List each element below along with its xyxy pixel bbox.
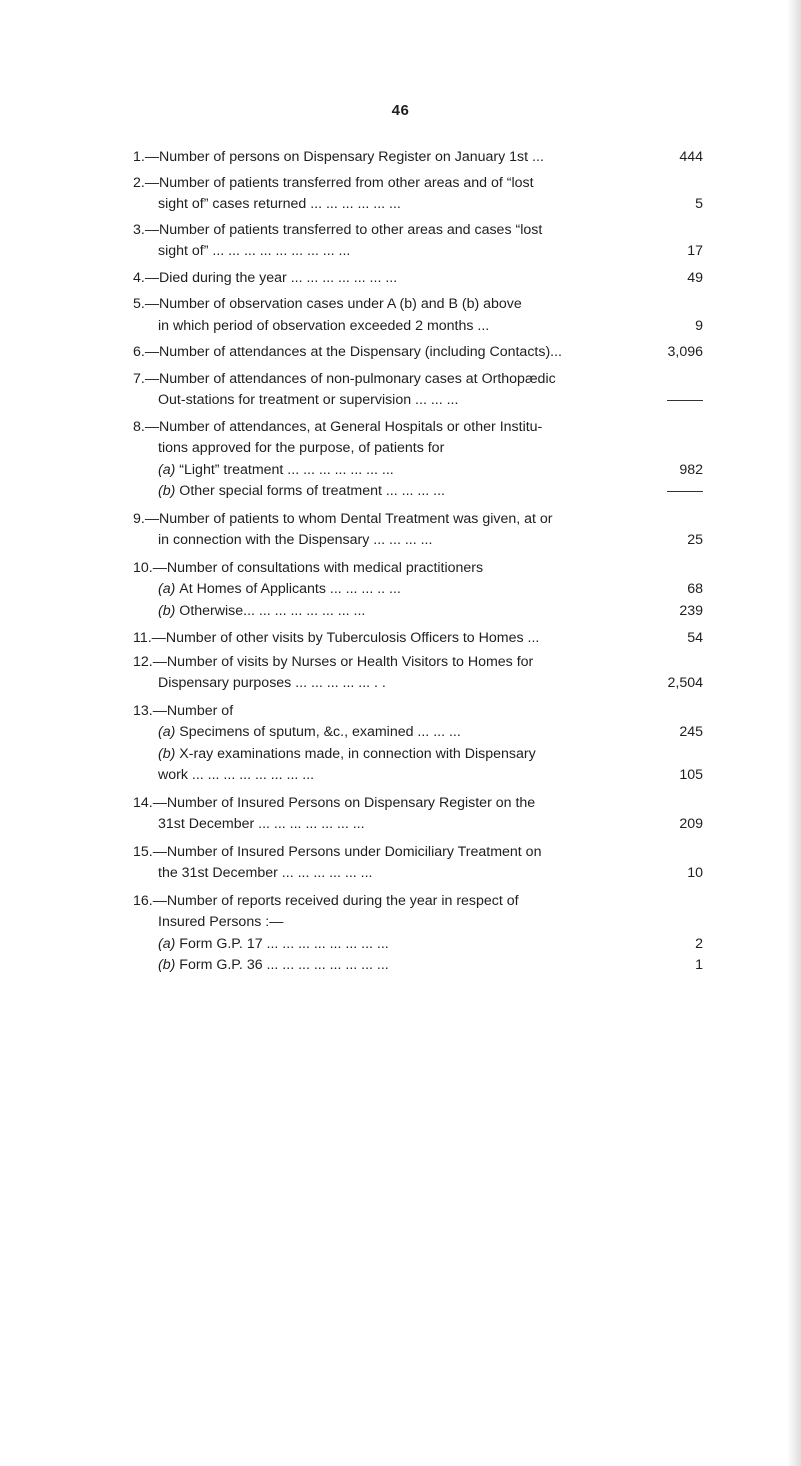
statistic-item bbox=[133, 601, 713, 623]
statistic-label: (a) Specimens of sputum, &c., examined ... ... ... bbox=[158, 724, 461, 740]
statistic-item bbox=[133, 722, 713, 744]
statistic-label: 15.—Number of Insured Persons under Domiciliary Treatment on bbox=[133, 843, 542, 860]
statistic-item bbox=[133, 628, 713, 650]
statistic-value: 10 bbox=[687, 865, 703, 881]
statistic-line bbox=[133, 722, 713, 744]
statistic-item bbox=[133, 173, 713, 216]
statistic-line bbox=[133, 220, 713, 242]
statistic-item bbox=[133, 793, 713, 836]
statistic-label: 7.—Number of attendances of non-pulmonary cases at Orthopædic bbox=[133, 370, 556, 387]
statistic-item bbox=[133, 509, 713, 552]
statistic-line bbox=[133, 342, 713, 364]
statistic-value: 54 bbox=[687, 630, 703, 646]
statistic-line bbox=[133, 744, 713, 766]
statistic-value: 209 bbox=[679, 816, 703, 832]
statistic-line bbox=[133, 934, 713, 956]
statistic-item bbox=[133, 558, 713, 580]
page-edge-shadow bbox=[787, 0, 801, 1466]
statistic-line bbox=[133, 628, 713, 650]
statistic-label: in which period of observation exceeded 2 months ... bbox=[158, 317, 490, 334]
statistic-line bbox=[133, 558, 713, 580]
statistic-line bbox=[133, 147, 713, 169]
statistic-line bbox=[133, 417, 713, 439]
statistic-item bbox=[133, 294, 713, 337]
statistic-item bbox=[133, 891, 713, 934]
statistic-value: 1 bbox=[695, 957, 703, 973]
statistic-label: (b) Form G.P. 36 ... ... ... ... ... ... ... ... bbox=[158, 957, 389, 973]
statistic-line bbox=[133, 268, 713, 290]
statistic-line bbox=[133, 460, 713, 482]
sub-item-marker: (a) bbox=[158, 581, 180, 597]
statistic-label: 4.—Died during the year ... ... ... ... ... ... ... bbox=[133, 269, 398, 286]
statistic-label: tions approved for the purpose, of patients for bbox=[158, 440, 445, 456]
statistic-line bbox=[133, 579, 713, 601]
statistic-label: 1.—Number of persons on Dispensary Register on January 1st ... bbox=[133, 149, 544, 165]
statistic-line bbox=[133, 481, 713, 503]
sub-item-marker: (a) bbox=[158, 724, 180, 740]
statistic-label: 13.—Number of bbox=[133, 702, 234, 719]
statistic-label: 5.—Number of observation cases under A (b) and B (b) above bbox=[133, 296, 522, 312]
page-number: 46 bbox=[391, 102, 410, 119]
statistic-value: 9 bbox=[695, 317, 703, 334]
statistic-label: sight of” ... ... ... ... ... ... ... ... ... bbox=[158, 243, 351, 259]
statistic-item bbox=[133, 481, 713, 503]
statistic-label: (b) Other special forms of treatment ... ... ... ... bbox=[158, 483, 445, 499]
statistic-label: (b) X-ray examinations made, in connection with Dispensary bbox=[158, 745, 536, 762]
statistic-item bbox=[133, 342, 713, 364]
statistic-line bbox=[133, 793, 713, 815]
statistic-label: in connection with the Dispensary ... ... ... ... bbox=[158, 532, 433, 548]
statistic-label: (a) “Light” treatment ... ... ... ... ... ... ... bbox=[158, 461, 394, 478]
statistic-value: 49 bbox=[687, 269, 703, 286]
statistic-label: 12.—Number of visits by Nurses or Health Visitors to Homes for bbox=[133, 653, 534, 670]
statistic-value: 105 bbox=[679, 767, 703, 783]
statistic-value: 5 bbox=[695, 196, 703, 212]
statistic-value: 2 bbox=[695, 935, 703, 952]
statistic-value: 17 bbox=[687, 243, 703, 259]
statistic-line bbox=[133, 173, 713, 195]
statistic-line bbox=[133, 390, 713, 412]
statistic-line bbox=[133, 891, 713, 913]
statistic-value bbox=[653, 481, 703, 503]
statistic-item bbox=[133, 369, 713, 412]
statistic-label: 3.—Number of patients transferred to other areas and cases “lost bbox=[133, 221, 543, 238]
statistic-value: 68 bbox=[687, 581, 703, 597]
statistic-line bbox=[133, 652, 713, 674]
statistic-item bbox=[133, 701, 713, 723]
statistic-label: 16.—Number of reports received during the year in respect of bbox=[133, 892, 519, 909]
statistic-item bbox=[133, 220, 713, 263]
statistic-item bbox=[133, 579, 713, 601]
sub-item-marker: (b) bbox=[158, 483, 180, 499]
statistic-line bbox=[133, 673, 713, 695]
sub-item-marker: (a) bbox=[158, 935, 180, 952]
statistic-item bbox=[133, 147, 713, 169]
dispensary-statistics-list bbox=[133, 147, 713, 977]
nil-dash bbox=[667, 400, 703, 401]
statistic-label: Dispensary purposes ... ... ... ... ... . . bbox=[158, 675, 386, 691]
statistic-line bbox=[133, 438, 713, 460]
statistic-item bbox=[133, 268, 713, 290]
sub-item-marker: (b) bbox=[158, 957, 180, 973]
statistic-line bbox=[133, 530, 713, 552]
statistic-label: Insured Persons :— bbox=[158, 914, 284, 930]
statistic-value: 2,504 bbox=[667, 675, 703, 691]
statistic-label: sight of” cases returned ... ... ... ... ... ... bbox=[158, 196, 401, 212]
statistic-line bbox=[133, 955, 713, 977]
statistic-label: 8.—Number of attendances, at General Hospitals or other Institu- bbox=[133, 418, 543, 435]
statistic-label: 14.—Number of Insured Persons on Dispensary Register on the bbox=[133, 794, 536, 811]
statistic-label: the 31st December ... ... ... ... ... ... bbox=[158, 865, 373, 881]
statistic-label: 9.—Number of patients to whom Dental Treatment was given, at or bbox=[133, 510, 553, 527]
statistic-value: 444 bbox=[679, 149, 703, 165]
statistic-line bbox=[133, 912, 713, 934]
statistic-label: work ... ... ... ... ... ... ... ... bbox=[158, 767, 315, 783]
statistic-line bbox=[133, 241, 713, 263]
statistic-item bbox=[133, 934, 713, 956]
statistic-label: Out-stations for treatment or supervision ... ... ... bbox=[158, 392, 459, 408]
statistic-line bbox=[133, 369, 713, 391]
statistic-item bbox=[133, 955, 713, 977]
statistic-line bbox=[133, 601, 713, 623]
statistic-label: (a) At Homes of Applicants ... ... ... .. ... bbox=[158, 581, 401, 597]
sub-item-marker: (b) bbox=[158, 745, 180, 762]
statistic-value: 3,096 bbox=[667, 344, 703, 360]
statistic-value: 25 bbox=[687, 532, 703, 548]
statistic-line bbox=[133, 294, 713, 316]
statistic-item bbox=[133, 460, 713, 482]
nil-dash bbox=[667, 491, 703, 492]
statistic-label: 6.—Number of attendances at the Dispensary (including Contacts)... bbox=[133, 344, 562, 360]
statistic-label: 2.—Number of patients transferred from other areas and of “lost bbox=[133, 174, 534, 191]
statistic-line bbox=[133, 316, 713, 338]
statistic-value: 245 bbox=[679, 724, 703, 740]
sub-item-marker: (b) bbox=[158, 602, 180, 619]
statistic-line bbox=[133, 842, 713, 864]
statistic-line bbox=[133, 194, 713, 216]
statistic-value: 982 bbox=[679, 461, 703, 478]
statistic-line bbox=[133, 765, 713, 787]
statistic-item bbox=[133, 744, 713, 787]
statistic-item bbox=[133, 417, 713, 460]
statistic-label: (b) Otherwise... ... ... ... ... ... ... ... bbox=[158, 602, 366, 619]
statistic-value: 239 bbox=[679, 602, 703, 619]
statistic-label: 10.—Number of consultations with medical practitioners bbox=[133, 559, 484, 576]
statistic-label: 31st December ... ... ... ... ... ... ... bbox=[158, 816, 365, 832]
statistic-line bbox=[133, 509, 713, 531]
statistic-label: (a) Form G.P. 17 ... ... ... ... ... ... ... ... bbox=[158, 935, 389, 952]
statistic-line bbox=[133, 701, 713, 723]
statistic-item bbox=[133, 652, 713, 695]
statistic-line bbox=[133, 814, 713, 836]
statistic-label: 11.—Number of other visits by Tuberculosis Officers to Homes ... bbox=[133, 630, 540, 646]
statistic-line bbox=[133, 863, 713, 885]
statistic-value bbox=[653, 390, 703, 412]
sub-item-marker: (a) bbox=[158, 461, 180, 478]
statistic-item bbox=[133, 842, 713, 885]
